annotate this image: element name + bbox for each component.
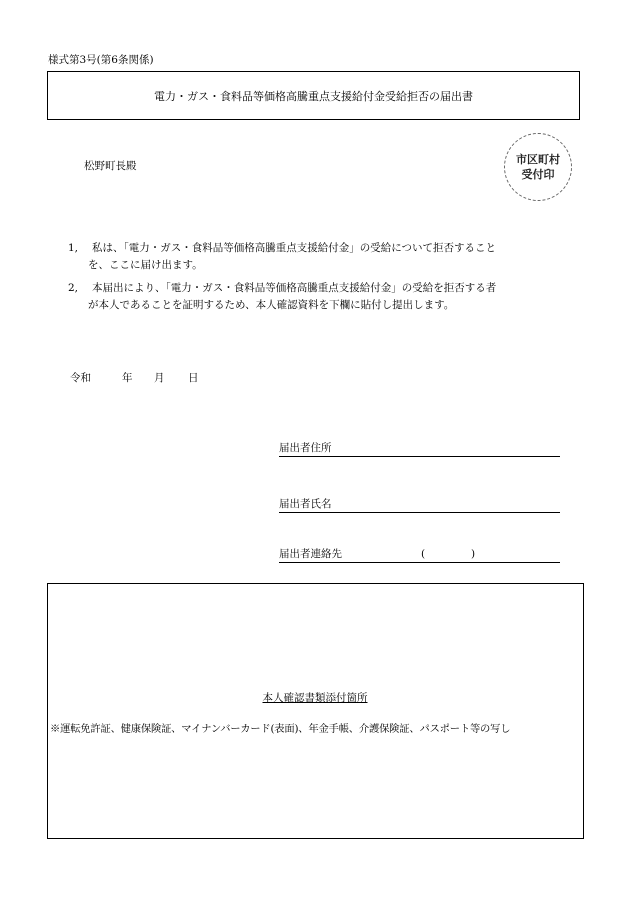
date-line <box>70 370 199 385</box>
applicant-name-label: 届出者氏名 <box>279 498 332 510</box>
date-era: 令和 <box>70 372 91 384</box>
clause-text-line-1: 本届出により、「電力・ガス・食料品等価格高騰重点支援給付金」の受給を拒否する者 <box>92 282 497 294</box>
document-title: 電力・ガス・食料品等価格高騰重点支援給付金受給拒否の届出書 <box>154 89 473 103</box>
clause-2 <box>68 280 568 314</box>
id-document-attachment-area <box>47 583 584 839</box>
date-day: 日 <box>188 372 199 384</box>
attachment-note: ※運転免許証、健康保険証、マイナンバーカード(表面)、年金手帳、介護保険証、パスポート等の写し <box>50 723 511 735</box>
clause-number: 1, <box>68 242 79 254</box>
date-year: 年 <box>122 372 133 384</box>
clause-text-line-1: 私は、「電力・ガス・食料品等価格高騰重点支援給付金」の受給について拒否すること <box>92 242 497 254</box>
stamp-line-2: 受付印 <box>521 168 555 181</box>
clause-1 <box>68 240 568 274</box>
applicant-contact-field[interactable] <box>279 547 560 563</box>
date-month: 月 <box>154 372 165 384</box>
applicant-address-label: 届出者住所 <box>279 442 332 454</box>
clause-text-line-2: を、ここに届け出ます。 <box>88 259 203 271</box>
stamp-line-1: 市区町村 <box>516 153 560 166</box>
form-number: 様式第3号(第6条関係) <box>48 54 154 66</box>
reception-stamp <box>504 133 572 201</box>
applicant-contact-label: 届出者連絡先 <box>279 548 342 560</box>
contact-paren-open: ( <box>421 548 426 560</box>
applicant-name-field[interactable] <box>279 497 560 513</box>
clause-text-line-2: が本人であることを証明するため、本人確認資料を下欄に貼付し提出します。 <box>88 299 455 311</box>
contact-paren-close: ) <box>471 548 476 560</box>
applicant-address-field[interactable] <box>279 441 560 457</box>
attachment-title-text: 本人確認書類添付箇所 <box>262 692 368 704</box>
document-title-box <box>47 71 580 120</box>
addressee: 松野町長殿 <box>84 160 137 172</box>
clause-number: 2, <box>68 282 79 294</box>
attachment-title <box>0 690 630 705</box>
